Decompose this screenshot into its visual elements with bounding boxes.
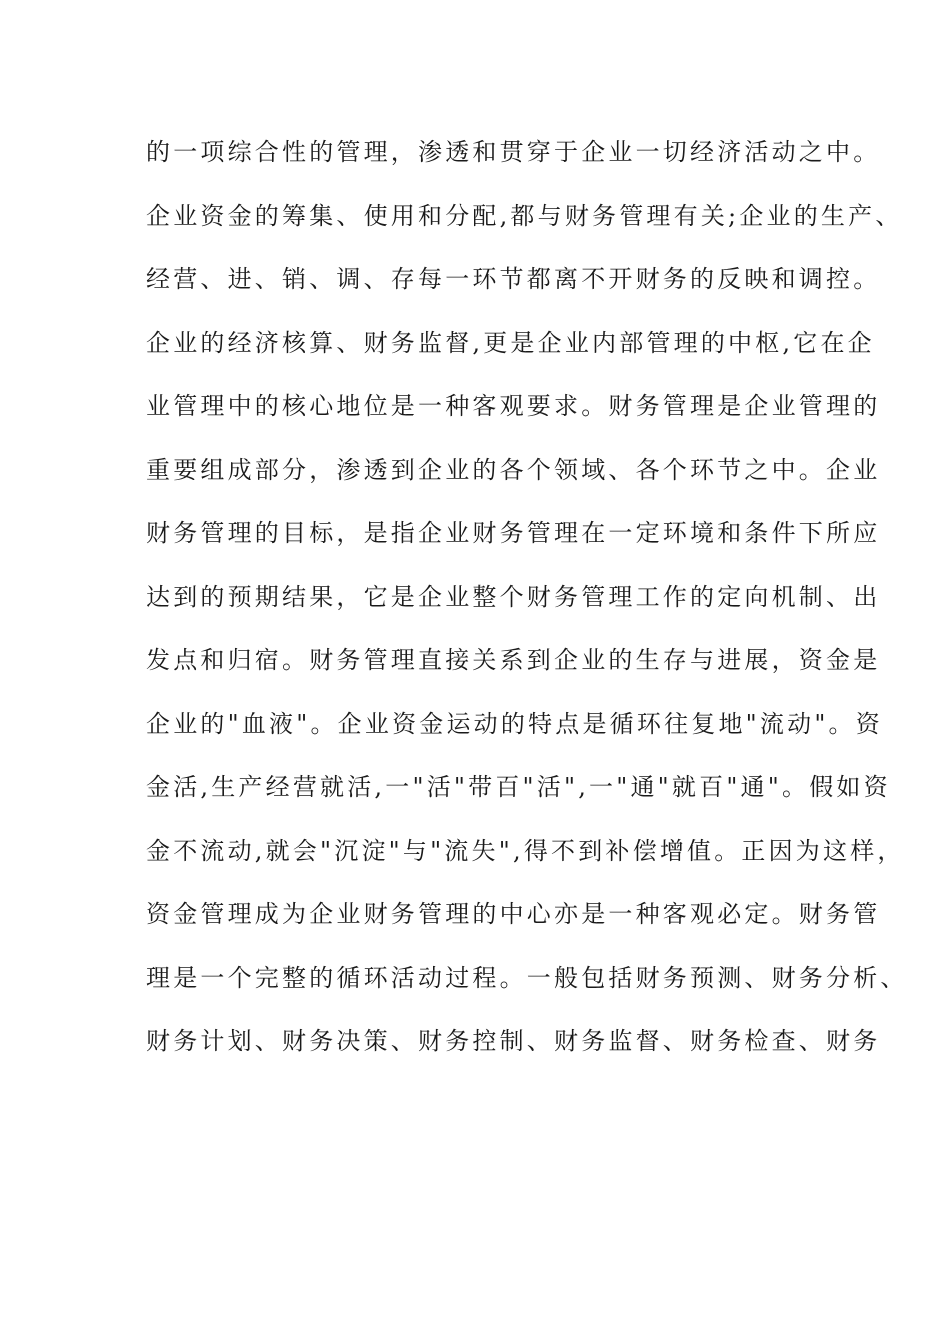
text-line: 金不流动,就会"沉淀"与"流失",得不到补偿增值。正因为这样， [146, 836, 905, 865]
text-line: 财务计划、财务决策、财务控制、财务监督、财务检查、财务 [146, 1027, 881, 1055]
body-text [146, 128, 908, 1081]
text-line: 资金管理成为企业财务管理的中心亦是一种客观必定。财务管 [146, 900, 881, 928]
text-line: 企业的"血液"。企业资金运动的特点是循环往复地"流动"。资 [146, 709, 883, 738]
text-line: 的一项综合性的管理，渗透和贯穿于企业一切经济活动之中。 [146, 138, 881, 166]
text-line: 企业资金的筹集、使用和分配,都与财务管理有关;企业的生产、 [146, 201, 903, 230]
text-line: 重要组成部分，渗透到企业的各个领域、各个环节之中。企业 [146, 455, 881, 484]
text-line: 理是一个完整的循环活动过程。一般包括财务预测、财务分析、 [146, 963, 908, 992]
text-line: 经营、进、销、调、存每一环节都离不开财务的反映和调控。 [146, 265, 881, 293]
text-line: 企业的经济核算、财务监督,更是企业内部管理的中枢,它在企 [146, 328, 875, 357]
text-line: 财务管理的目标，是指企业财务管理在一定环境和条件下所应 [146, 519, 881, 547]
text-line: 业管理中的核心地位是一种客观要求。财务管理是企业管理的 [146, 392, 881, 420]
text-line: 发点和归宿。财务管理直接关系到企业的生存与进展，资金是 [146, 646, 881, 674]
text-line: 达到的预期结果，它是企业整个财务管理工作的定向机制、出 [146, 582, 881, 611]
text-line: 金活,生产经营就活,一"活"带百"活",一"通"就百"通"。假如资 [146, 773, 891, 801]
